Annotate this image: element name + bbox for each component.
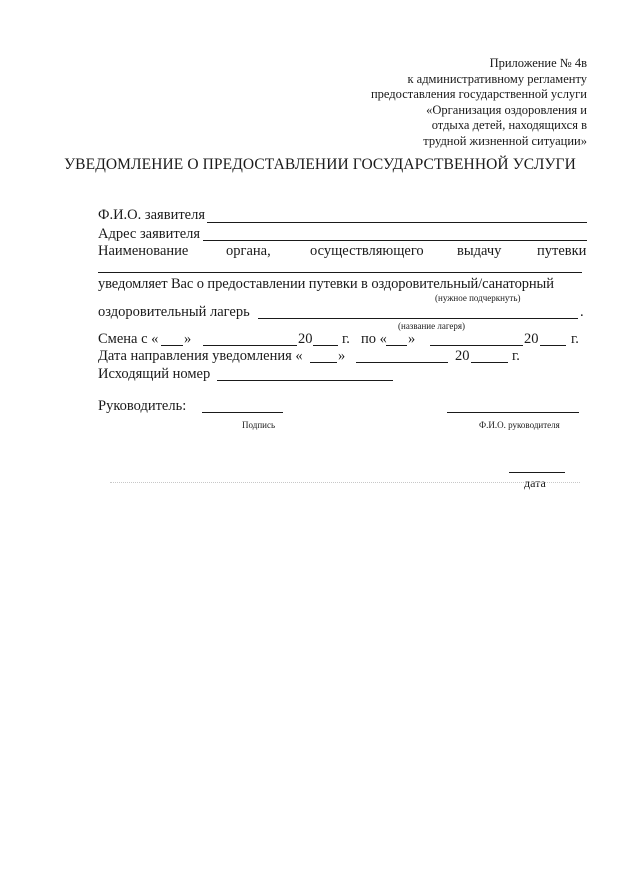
shift-start-year-line[interactable] bbox=[313, 345, 338, 346]
head-fio-hint: Ф.И.О. руководителя bbox=[479, 420, 560, 430]
shift-end-day-line[interactable] bbox=[386, 345, 407, 346]
quote-close: » bbox=[338, 348, 346, 364]
date-label: Дата направления уведомления « bbox=[98, 348, 303, 364]
appendix-block bbox=[371, 56, 587, 149]
head-fio-line[interactable] bbox=[447, 412, 579, 413]
signature-hint: Подпись bbox=[242, 420, 276, 430]
outgoing-label: Исходящий номер bbox=[98, 366, 211, 382]
shift-start-month-line[interactable] bbox=[203, 345, 297, 346]
appendix-line: предоставления государственной услуги bbox=[370, 87, 587, 101]
date-year-line[interactable] bbox=[471, 362, 508, 363]
org-field-line[interactable] bbox=[98, 272, 582, 273]
org-word: Наименование bbox=[98, 243, 189, 259]
date-sign-line[interactable] bbox=[509, 472, 565, 473]
year-prefix: 20 bbox=[455, 348, 470, 364]
appendix-line: трудной жизненной ситуации» bbox=[423, 133, 587, 148]
org-word: выдачу bbox=[457, 243, 502, 259]
org-word: осуществляющего bbox=[310, 243, 424, 259]
document-title: УВЕДОМЛЕНИЕ О ПРЕДОСТАВЛЕНИИ ГОСУДАРСТВЕННОЙ УСЛУГИ bbox=[64, 156, 576, 173]
address-label: Адрес заявителя bbox=[98, 226, 201, 242]
notify-text: уведомляет Вас о предоставлении путевки в оздоровительный/санаторный bbox=[98, 276, 554, 292]
quote-close: » bbox=[184, 331, 192, 347]
camp-hint: (название лагеря) bbox=[398, 321, 466, 331]
date-month-line[interactable] bbox=[356, 362, 448, 363]
year-suffix: г. bbox=[342, 331, 350, 347]
year-prefix: 20 bbox=[524, 331, 539, 347]
camp-field-line[interactable] bbox=[258, 318, 578, 319]
appendix-line: к административному регламенту bbox=[407, 71, 587, 86]
camp-label: оздоровительный лагерь bbox=[98, 304, 250, 320]
org-word: органа, bbox=[226, 243, 271, 259]
camp-end-dot: . bbox=[580, 304, 584, 320]
appendix-line: отдыха детей, находящихся в bbox=[431, 118, 587, 132]
shift-end-month-line[interactable] bbox=[430, 345, 523, 346]
fio-field-line[interactable] bbox=[207, 222, 587, 223]
outgoing-number-line[interactable] bbox=[217, 380, 393, 381]
org-word: путевки bbox=[537, 243, 587, 259]
date-hint: дата bbox=[524, 476, 546, 490]
year-prefix: 20 bbox=[298, 331, 313, 347]
fio-label: Ф.И.О. заявителя bbox=[98, 207, 206, 223]
shift-start-day-line[interactable] bbox=[161, 345, 183, 346]
year-suffix: г. bbox=[571, 331, 579, 347]
head-label: Руководитель: bbox=[98, 398, 187, 414]
underline-hint: (нужное подчеркнуть) bbox=[435, 293, 521, 303]
to-label: по « bbox=[361, 331, 387, 347]
shift-end-year-line[interactable] bbox=[540, 345, 566, 346]
quote-close: » bbox=[408, 331, 416, 347]
appendix-line: «Организация оздоровления и bbox=[426, 102, 587, 117]
appendix-line: Приложение № 4в bbox=[489, 56, 587, 70]
signature-line[interactable] bbox=[202, 412, 283, 413]
date-day-line[interactable] bbox=[310, 362, 337, 363]
year-suffix: г. bbox=[512, 348, 520, 364]
shift-label: Смена с « bbox=[98, 331, 159, 347]
scan-artifact-line bbox=[110, 482, 580, 483]
address-field-line[interactable] bbox=[203, 240, 587, 241]
